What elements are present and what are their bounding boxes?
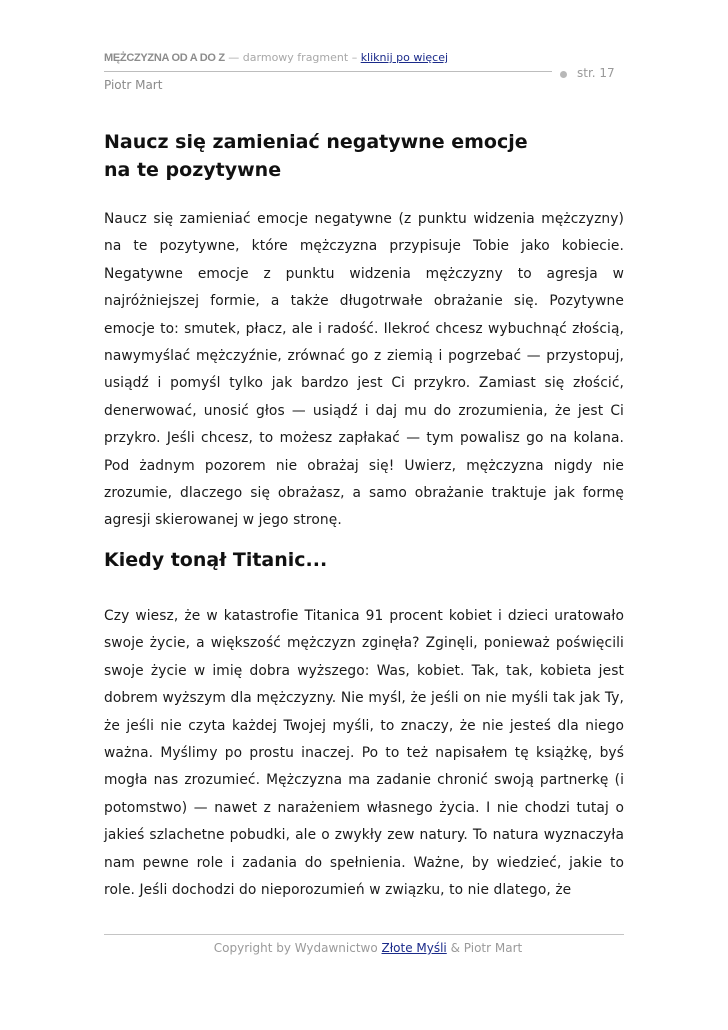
paragraph-emotions: Naucz się zamieniać emocje negatywne (z punktu widzenia mężczyzny) na te pozytywne, które mężczyzna przypisuje Tobie jako kobiecie. Negatywne emocje z punktu widzenia mężczyzny to agresja w najróżniejszej formie, a także długotrwałe obrażanie się. Pozytywne emocje to: smutek, płacz, ale i radość. Ilekroć chcesz wybuchnąć złością, nawymyślać mężczyźnie, zrównać go z ziemią i pogrzebać — przystopuj, usiądź i pomyśl tylko jak bardzo jest Ci przykro. Zamiast się złościć, denerwować, unosić głos — usiądź i daj mu do zrozumienia, że jest Ci przykro. Jeśli chcesz, to możesz zapłakać — tym powalisz go na kolana. Pod żadnym pozorem nie obrażaj się! Uwierz, mężczyzna nigdy nie zrozumie, dlaczego się obrażasz, a samo obrażanie traktuje jak formę agresji skierowanej w jego stronę. (104, 211, 624, 529)
page-header (104, 50, 624, 66)
section-title-titanic: Kiedy tonął Titanic... (104, 549, 328, 571)
book-title: MĘŻCZYZNA OD A DO Z (104, 52, 225, 64)
header-dash: – (351, 51, 358, 64)
header-rule (104, 71, 552, 72)
publisher-link[interactable]: Złote Myśli (381, 941, 447, 955)
section-title-line1: Naucz się zamieniać negatywne emocje (104, 131, 528, 153)
header-separator: — (228, 51, 240, 64)
page-footer (104, 941, 632, 955)
bullet-icon (560, 71, 567, 78)
paragraph-titanic: Czy wiesz, że w katastrofie Titanica 91 procent kobiet i dzieci uratowało swoje życie, a większość mężczyzn zginęła? Zginęli, ponieważ poświęcili swoje życie w imię dobra wyższego: Was, kobiet. Tak, tak, kobieta jest dobrem wyższym dla mężczyzny. Nie myśl, że jeśli on nie myśli tak jak Ty, że jeśli nie czyta każdej Twojej myśli, to znaczy, że nie jesteś dla niego ważna. Myślimy po prostu inaczej. Po to też napisałem tę książkę, byś mogła nas zrozumieć. Mężczyzna ma zadanie chronić swoją partnerkę (i potomstwo) — nawet z narażeniem własnego życia. I nie chodzi tutaj o jakieś szlachetne pobudki, ale o zwykły zew natury. To natura wyznaczyła nam pewne role i zadania do spełnienia. Ważne, by wiedzieć, jakie to role. Jeśli dochodzi do nieporozumień w związku, to nie dlatego, że (104, 608, 624, 899)
section-title-emotions (104, 128, 624, 184)
author-name: Piotr Mart (104, 78, 163, 92)
free-fragment-label: darmowy fragment (242, 51, 349, 64)
section-title-line2: na te pozytywne (104, 159, 282, 181)
footer-rule (104, 934, 624, 935)
header-line (104, 50, 624, 66)
more-link[interactable]: kliknij po więcej (360, 51, 449, 64)
footer-author: & Piotr Mart (450, 941, 523, 955)
page-number: str. 17 (577, 66, 615, 80)
footer-copyright: Copyright by Wydawnictwo (213, 941, 378, 955)
